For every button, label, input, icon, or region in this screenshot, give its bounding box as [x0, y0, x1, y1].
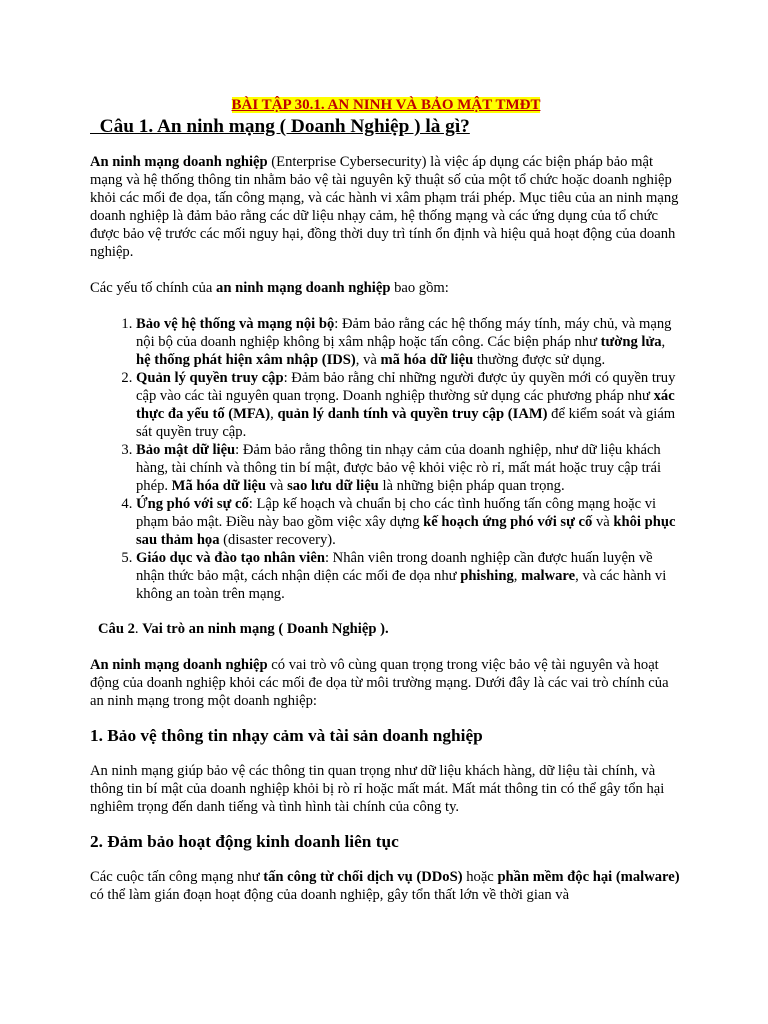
bold-term: phần mềm độc hại (malware) [497, 869, 680, 885]
paragraph-definition [90, 153, 682, 261]
paragraph-text: (Enterprise Cybersecurity) là việc áp dụng các biện pháp bảo mật mạng và hệ thống thông tin nhằm bảo vệ tài nguyên kỹ thuật số của một tổ chức hoặc doanh nghiệp khỏi các mối đe dọa, tấn công mạng, và các hành vi xâm phạm trái phép. Mục tiêu của an ninh mạng doanh nghiệp là đảm bảo rằng các dữ liệu nhạy cảm, hệ thống mạng và các ứng dụng của tổ chức được bảo vệ trước các mối nguy hại, đồng thời duy trì tính ổn định và hiệu quả hoạt động của doanh nghiệp. [90, 154, 679, 260]
text-run: là những biện pháp quan trọng. [378, 478, 565, 494]
text-run: , và các hành vi không an toàn trên mạng. [136, 568, 667, 602]
paragraph-elements-intro [90, 279, 682, 297]
bold-term: hệ thống phát hiện xâm nhập (IDS) [136, 352, 356, 368]
text-run: và [265, 478, 288, 494]
bold-term: khôi phục sau thảm họa [136, 514, 676, 548]
text-run: Các cuộc tấn công mạng như [90, 869, 264, 885]
question-2-heading [90, 620, 682, 638]
text-run: hoặc [462, 869, 498, 885]
text-run: Câu 2 [98, 621, 135, 637]
text-run: , và [355, 352, 381, 368]
list-item [136, 369, 682, 441]
text-run: có thể làm gián đoạn hoạt động của doanh nghiệp, gây tổn thất lớn về thời gian và [90, 887, 570, 903]
paragraph-section-2 [90, 868, 682, 904]
text-run: để kiểm soát và giám sát quyền truy cập. [136, 406, 676, 440]
text-run: , [270, 406, 278, 422]
paragraph-text: có vai trò vô cùng quan trọng trong việc bảo vệ tài nguyên và hoạt động của doanh nghiệp khỏi các mối đe dọa từ môi trường mạng. Dưới đây là các vai trò chính của an ninh mạng trong một doanh nghiệp: [90, 657, 669, 709]
text-run: thường được sử dụng. [473, 352, 606, 368]
list-item [136, 495, 682, 549]
list-item [136, 315, 682, 369]
paragraph-section-1: An ninh mạng giúp bảo vệ các thông tin quan trọng như dữ liệu khách hàng, dữ liệu tài chính, và thông tin bí mật của doanh nghiệp khỏi bị rò rỉ hoặc mất mát. Mất mát thông tin có thể gây tổn hại nghiêm trọng đến danh tiếng và tình hình tài chính của công ty. [90, 763, 665, 815]
bold-term: An ninh mạng doanh nghiệp [90, 154, 268, 170]
bold-term: Bảo mật dữ liệu [136, 442, 236, 458]
elements-list [90, 315, 682, 603]
text-run: , [661, 334, 666, 350]
paragraph-role-intro [90, 656, 682, 710]
bold-term: sao lưu dữ liệu [287, 478, 379, 494]
question-1-heading [90, 116, 682, 138]
text-run: : Đảm bảo rằng chỉ những người được ủy quyền mới có quyền truy cập vào các tài nguyên quan trọng. Doanh nghiệp thường sử dụng các phương pháp như [136, 370, 676, 404]
bold-term: Mã hóa dữ liệu [171, 478, 266, 494]
section-heading-1: 1. Bảo vệ thông tin nhạy cảm và tài sản doanh nghiệp [90, 726, 483, 745]
text-run: , [513, 568, 522, 584]
bold-term: tấn công từ chối dịch vụ (DDoS) [263, 869, 463, 885]
text-run: bao gồm: [390, 280, 449, 296]
text-run: : Nhân viên trong doanh nghiệp cần được huấn luyện về nhận thức bảo mật, cách nhận diện các mối đe dọa như [136, 550, 653, 584]
bold-term: An ninh mạng doanh nghiệp [90, 657, 268, 673]
bold-term: quản lý danh tính và quyền truy cập (IAM) [277, 406, 548, 422]
text-run: : Đảm bảo rằng các hệ thống máy tính, máy chủ, và mạng nội bộ của doanh nghiệp không bị xâm nhập hoặc tấn công. Các biện pháp như [136, 316, 672, 350]
text-run: : Đảm bảo rằng thông tin nhạy cảm của doanh nghiệp, như dữ liệu khách hàng, tài chính và thông tin bí mật, được bảo vệ khỏi việc rò rỉ, mất mát hoặc truy cập trái phép. [136, 442, 662, 494]
bold-term: Bảo vệ hệ thống và mạng nội bộ [136, 316, 335, 332]
bold-term: Giáo dục và đào tạo nhân viên [136, 550, 325, 566]
bold-term: tường lửa [600, 334, 662, 350]
text-run: . [134, 621, 143, 637]
list-item [136, 549, 682, 603]
bold-term: an ninh mạng doanh nghiệp [216, 280, 391, 296]
bold-term: Quản lý quyền truy cập [136, 370, 284, 386]
text-run: Vai trò an ninh mạng ( Doanh Nghiệp ). [142, 621, 389, 637]
bold-term: kế hoạch ứng phó với sự cố [423, 514, 593, 530]
bold-term: xác thực đa yếu tố (MFA) [136, 388, 675, 422]
bold-term: phishing [460, 568, 514, 584]
text-run: : Lập kế hoạch và chuẩn bị cho các tình huống tấn công mạng hoặc vi phạm bảo mật. Điều này bao gồm việc xây dựng [136, 496, 657, 530]
text-run: và [592, 514, 614, 530]
bold-term: malware [521, 568, 576, 584]
list-item [136, 441, 682, 495]
text-run: Các yếu tố chính của [90, 280, 217, 296]
document-title [90, 96, 682, 114]
question-1-text: Câu 1. An ninh mạng ( Doanh Nghiệp ) là gì? [90, 116, 470, 137]
section-heading-2: 2. Đảm bảo hoạt động kinh doanh liên tục [90, 832, 399, 851]
document-body [90, 96, 682, 904]
bold-term: mã hóa dữ liệu [380, 352, 474, 368]
bold-term: Ứng phó với sự cố [136, 496, 249, 512]
title-text: BÀI TẬP 30.1. AN NINH VÀ BẢO MẬT TMĐT [231, 97, 541, 113]
text-run: (disaster recovery). [219, 532, 336, 548]
